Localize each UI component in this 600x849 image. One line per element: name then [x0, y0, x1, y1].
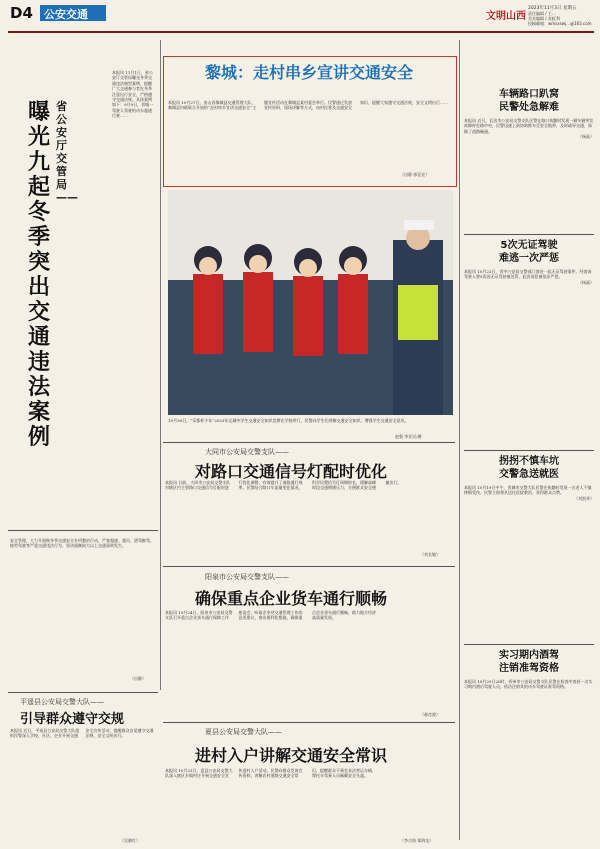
- left-credit: （田静）: [130, 676, 146, 681]
- lower1-body: 本报讯 10月24日，阳泉市公安局交警支队召开重点企业货车通行保障工作座谈会，听取企业对交通管理工作的意见建议，推出便利化措施，确保重点企业货车通行顺畅，助力地方经济高质量发展。: [165, 610, 376, 621]
- lower1-headline: 确保重点企业货车通行顺畅: [195, 589, 388, 608]
- lower1-kicker: 阳泉市公安局交警支队——: [205, 573, 289, 581]
- left-kicker: 省公安厅交管局——: [56, 100, 78, 204]
- lead-headline: 黎城：走村串乡宣讲交通安全: [204, 63, 413, 82]
- right-item-body: 本报讯 10月29日20时，忻州市公安局交警支队民警在检查中查获一名实习期内酒后驾驶人员，依法注销其机动车驾驶证准驾资格。: [464, 679, 593, 690]
- photo-caption: 10月30日，“乐都杯少年”2023年运城中学生交通安全知识竞赛在学校举行，民警向学生们讲解交通安全知识，增强学生交通安全意识。: [168, 418, 409, 423]
- mid-headline: 对路口交通信号灯配时优化: [195, 462, 388, 481]
- right-col-rule: [459, 40, 460, 840]
- right-item-headline: 拐拐不慎车坑 交警急送就医: [499, 456, 559, 480]
- right-news-item: [464, 88, 594, 218]
- right-item-headline: 5次无证驾驶 难逃一次严惩: [499, 240, 559, 264]
- right-item-divider: [464, 644, 594, 645]
- right-item-divider: [464, 234, 594, 235]
- bl-headline: 引导群众遵守交规: [20, 712, 125, 727]
- mid-kicker: 大同市公安局交警支队——: [205, 448, 289, 456]
- lower2-kicker: 夏县公安局交警大队——: [205, 728, 282, 736]
- lower1-credit: （郝彦波）: [420, 712, 440, 717]
- lower1-top-rule: [163, 566, 455, 567]
- right-item-credit: （杨磊）: [578, 134, 594, 140]
- bl-credit: （吴晓红）: [120, 838, 140, 843]
- right-news-item: [464, 644, 594, 830]
- section-title: 公安交通: [44, 8, 88, 21]
- left-col-rule: [160, 40, 161, 690]
- students-photo-illustration: [168, 190, 453, 415]
- left-divider: [8, 530, 158, 531]
- right-news-column: [464, 40, 594, 840]
- lead-body: 本报讯 10月27日，由山西黎城县交通管理大队、黎城县妇联联合开展的“走村串乡宣讲交通安全”主题宣传活动在黎城县某村委会举行。民警通过发放宣传资料、现场讲解等方式，向村民普及交通安全知识，提醒大家遵守交通法规，安全文明出行……: [168, 100, 448, 111]
- bl-body: 本报讯 近日，平遥县公安局交警大队组织民警深入学校、社区、企业开展交通安全宣传活动，提醒群众自觉遵守交通法规，安全文明出行。: [10, 728, 154, 739]
- lower2-headline: 进村入户讲解交通安全常识: [195, 746, 388, 765]
- bl-top-rule: [8, 692, 158, 693]
- right-item-headline: 实习期内酒驾 注销准驾资格: [499, 650, 559, 674]
- lead-photo: [168, 190, 453, 415]
- submission-email: 投稿邮箱：wmsxswj…@163.com: [528, 21, 592, 26]
- designer-credit: 美术编辑 / 苏虹利: [528, 16, 560, 21]
- right-item-credit: （刘凯华）: [574, 495, 594, 501]
- masthead-rule: [8, 31, 594, 33]
- editor-credit: 责任编辑 / 王…: [528, 11, 556, 16]
- mid-credit: （刘长敏）: [420, 552, 440, 557]
- right-item-body: 本报讯 10月19日中午，晋城市交警大队民警在执勤时发现一名老人不慎摔倒受伤，民警立即将其送往医院救治，获得群众点赞。: [464, 485, 592, 496]
- left-news-text: 本报讯 11月1日，省公安厅交管局曝光冬季交通违法典型案例，提醒广大交通参与者在冬季注意出行安全，严格遵守交通法规。具体案例如下：9月9日，晋城一驾驶人驾驶机动车超速行驶……: [112, 70, 154, 119]
- right-news-item: [464, 450, 594, 630]
- left-tail-text: 安全管理，大力开展秋冬季交通安全专项整治行动，严查超速、超员、酒驾醉驾、疲劳驾驶等严重交通违法行为，坚决遏制较大以上交通事故发生。: [10, 538, 154, 549]
- lower2-top-rule: [163, 722, 455, 723]
- lower2-credit: （李吉海 郑海龙）: [400, 838, 434, 843]
- right-item-headline: 车辆路口趴窝 民警处急解难: [499, 89, 559, 113]
- lead-credit: （田静 郭廷宏）: [400, 172, 430, 177]
- page-number: D4: [10, 4, 33, 22]
- right-item-body: 本报讯 近日，长治市公安局交警支队民警在路口执勤时发现一辆车辆突发故障停在路中央，民警迅速上前协助推车至安全地带，及时疏导交通，保障了道路畅通。: [464, 118, 594, 134]
- mid-top-rule: [163, 442, 455, 443]
- photo-credit: 赵强 李亚民/摄: [395, 434, 422, 439]
- bl-kicker: 平遥县公安局交警大队——: [20, 698, 104, 706]
- newspaper-logo: 文明山西: [486, 11, 526, 22]
- right-item-divider: [464, 450, 594, 451]
- left-headline: 曝光九起冬季突出交通违法案例: [28, 100, 51, 450]
- lower2-body: 本报讯 10月23日，夏县公安局交警大队深入辖区乡镇村庄开展交通安全宣传进村入户活动。民警向群众发放宣传资料，讲解农村道路交通安全常识，提醒群众不乘坐非法营运车辆，摩托车驾乘人员佩戴安全头盔。: [165, 768, 376, 779]
- mid-body: 本报讯 日前，大同市公安局交警支队对辖区内主要路口交通信号灯配时进行优化调整，有效提升了道路通行效率。民警结合路口车流量变化情况，科学设置信号灯周期时长，缓解高峰时段交通拥堵压力，方便群众安全便捷出行。: [165, 480, 402, 491]
- issue-date: 2023年11月3日 星期五: [528, 6, 577, 11]
- right-news-item: [464, 234, 594, 430]
- right-item-credit: （杨磊）: [578, 279, 594, 285]
- right-item-body: 本报讯 10月23日，晋中公安局交警部门查处一起无证驾驶案件，经查该驾驶人曾5次因无证驾驶被处罚，此次再犯被依法严惩。: [464, 269, 592, 280]
